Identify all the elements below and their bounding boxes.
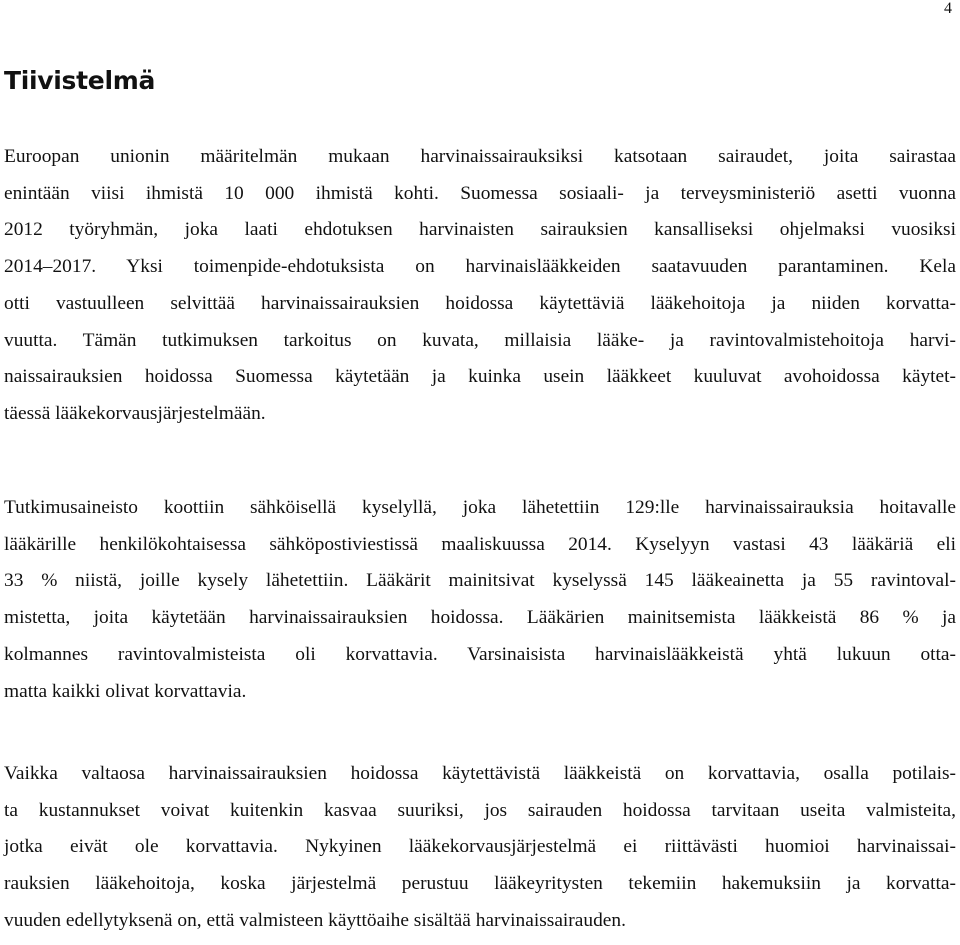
paragraph-line: 2012 työryhmän, joka laati ehdotuksen harvinaisten sairauksien kansalliseksi ohjelmaksi vuosiksi bbox=[4, 219, 956, 241]
page-title: Tiivistelmä bbox=[4, 66, 156, 95]
paragraph-line: täessä lääkekorvausjärjestelmään. bbox=[4, 402, 266, 424]
paragraph-line: ta kustannukset voivat kuitenkin kasvaa suuriksi, jos sairauden hoidossa tarvitaan useita valmisteita, bbox=[4, 799, 956, 821]
paragraph-line: vuutta. Tämän tutkimuksen tarkoitus on kuvata, millaisia lääke- ja ravintovalmistehoitoja harvi- bbox=[4, 329, 956, 351]
paragraph-line: 33 % niistä, joille kysely lähetettiin. Lääkärit mainitsivat kyselyssä 145 lääkeainetta ja 55 ravintoval- bbox=[4, 570, 956, 592]
paragraph-background bbox=[4, 139, 956, 433]
paragraph-methods-results bbox=[4, 490, 956, 710]
paragraph-conclusion bbox=[4, 756, 956, 940]
paragraph-line: otti vastuulleen selvittää harvinaissairauksien hoidossa käytettäviä lääkehoitoja ja niiden korvatta- bbox=[4, 292, 956, 314]
paragraph-line: rauksien lääkehoitoja, koska järjestelmä perustuu lääkeyritysten tekemiin hakemuksiin ja korvatta- bbox=[4, 873, 956, 895]
paragraph-line: naissairauksien hoidossa Suomessa käytetään ja kuinka usein lääkkeet kuuluvat avohoidossa käytet- bbox=[4, 366, 956, 388]
paragraph-line: matta kaikki olivat korvattavia. bbox=[4, 680, 247, 702]
paragraph-line: lääkärille henkilökohtaisessa sähköpostiviestissä maaliskuussa 2014. Kyselyyn vastasi 43 lääkäriä eli bbox=[4, 533, 956, 555]
paragraph-line: Vaikka valtaosa harvinaissairauksien hoidossa käytettävistä lääkkeistä on korvattavia, osalla potilais- bbox=[4, 763, 956, 784]
paragraph-line: Euroopan unionin määritelmän mukaan harvinaissairauksiksi katsotaan sairaudet, joita sairastaa bbox=[4, 146, 956, 167]
paragraph-line: kolmannes ravintovalmisteista oli korvattavia. Varsinaisista harvinaislääkkeistä yhtä lukuun otta- bbox=[4, 643, 956, 665]
paragraph-line: Tutkimusaineisto koottiin sähköisellä kyselyllä, joka lähetettiin 129:lle harvinaissairauksia hoitavalle bbox=[4, 497, 956, 518]
paragraph-line: vuuden edellytyksenä on, että valmisteen käyttöaihe sisältää harvinaissairauden. bbox=[4, 909, 626, 931]
page-number: 4 bbox=[944, 0, 952, 17]
paragraph-line: jotka eivät ole korvattavia. Nykyinen lääkekorvausjärjestelmä ei riittävästi huomioi harvinaissai- bbox=[4, 836, 956, 858]
paragraph-line: mistetta, joita käytetään harvinaissairauksien hoidossa. Lääkärien mainitsemista lääkkeistä 86 % ja bbox=[4, 607, 956, 629]
paragraph-line: enintään viisi ihmistä 10 000 ihmistä kohti. Suomessa sosiaali- ja terveysministeriö asetti vuonna bbox=[4, 182, 956, 204]
paragraph-line: 2014–2017. Yksi toimenpide-ehdotuksista on harvinaislääkkeiden saatavuuden parantaminen. Kela bbox=[4, 256, 956, 278]
